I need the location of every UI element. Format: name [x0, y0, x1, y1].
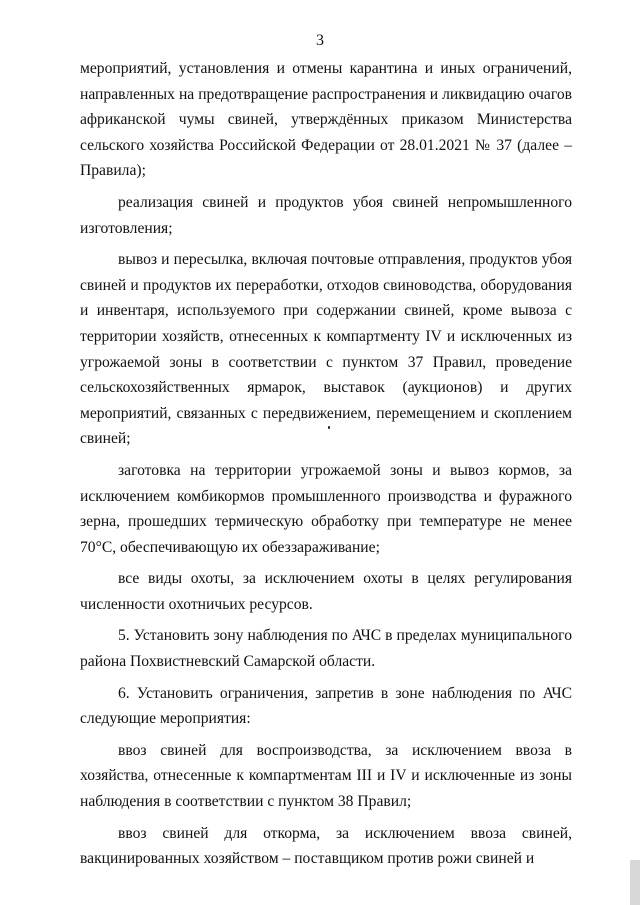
paragraph-item-5: 5. Установить зону наблюдения по АЧС в пределах муниципального района Похвистневский Самарской области. — [80, 627, 572, 671]
document-body — [80, 56, 572, 878]
paragraph-rules-reference: мероприятий, установления и отмены карантина и иных ограничений, направленных на предотвращение распространения и ликвидацию очагов африканской чумы свиней, утверждённых приказом Министерства сельского хозяйства Российской Федерации от 28.01.2021 № 37 (далее – Правила); — [80, 60, 572, 180]
scan-edge-mark — [630, 860, 640, 905]
paragraph-item-6: 6. Установить ограничения, запретив в зоне наблюдения по АЧС следующие мероприятия: — [80, 684, 572, 728]
page-number: 3 — [316, 32, 324, 49]
paragraph-sale-of-pigs: реализация свиней и продуктов убоя свиней непромышленного изготовления; — [80, 193, 572, 237]
paragraph-import-for-breeding: ввоз свиней для воспроизводства, за исключением ввоза в хозяйства, отнесенные к компартментам III и IV и исключенные из зоны наблюдения в соответствии с пунктом 38 Правил; — [80, 741, 572, 811]
paragraph-feed-procurement: заготовка на территории угрожаемой зоны и вывоз кормов, за исключением комбикормов промышленного производства и фуражного зерна, прошедших термическую обработку при температуре не менее 70°С, обеспечивающую их обеззараживание; — [80, 461, 572, 556]
paragraph-hunting: все виды охоты, за исключением охоты в целях регулирования численности охотничьих ресурсов. — [80, 570, 572, 613]
scan-speck — [328, 426, 330, 429]
paragraph-import-for-fattening: ввоз свиней для откорма, за исключением ввоза свиней, вакцинированных хозяйством – поставщиком против рожи свиней и — [80, 824, 572, 868]
paragraph-export-and-shipment: вывоз и пересылка, включая почтовые отправления, продуктов убоя свиней и продуктов их переработки, отходов свиноводства, оборудования и инвентаря, используемого при содержании свиней, кроме вывоза с территории хозяйств, отнесенных к компартменту IV и исключенных из угрожаемой зоны в соответствии с пунктом 37 Правил, проведение сельскохозяйственных ярмарок, выставок (аукционов) и других мероприятий, связанных с передвижением, перемещением и скоплением свиней; — [80, 251, 572, 448]
